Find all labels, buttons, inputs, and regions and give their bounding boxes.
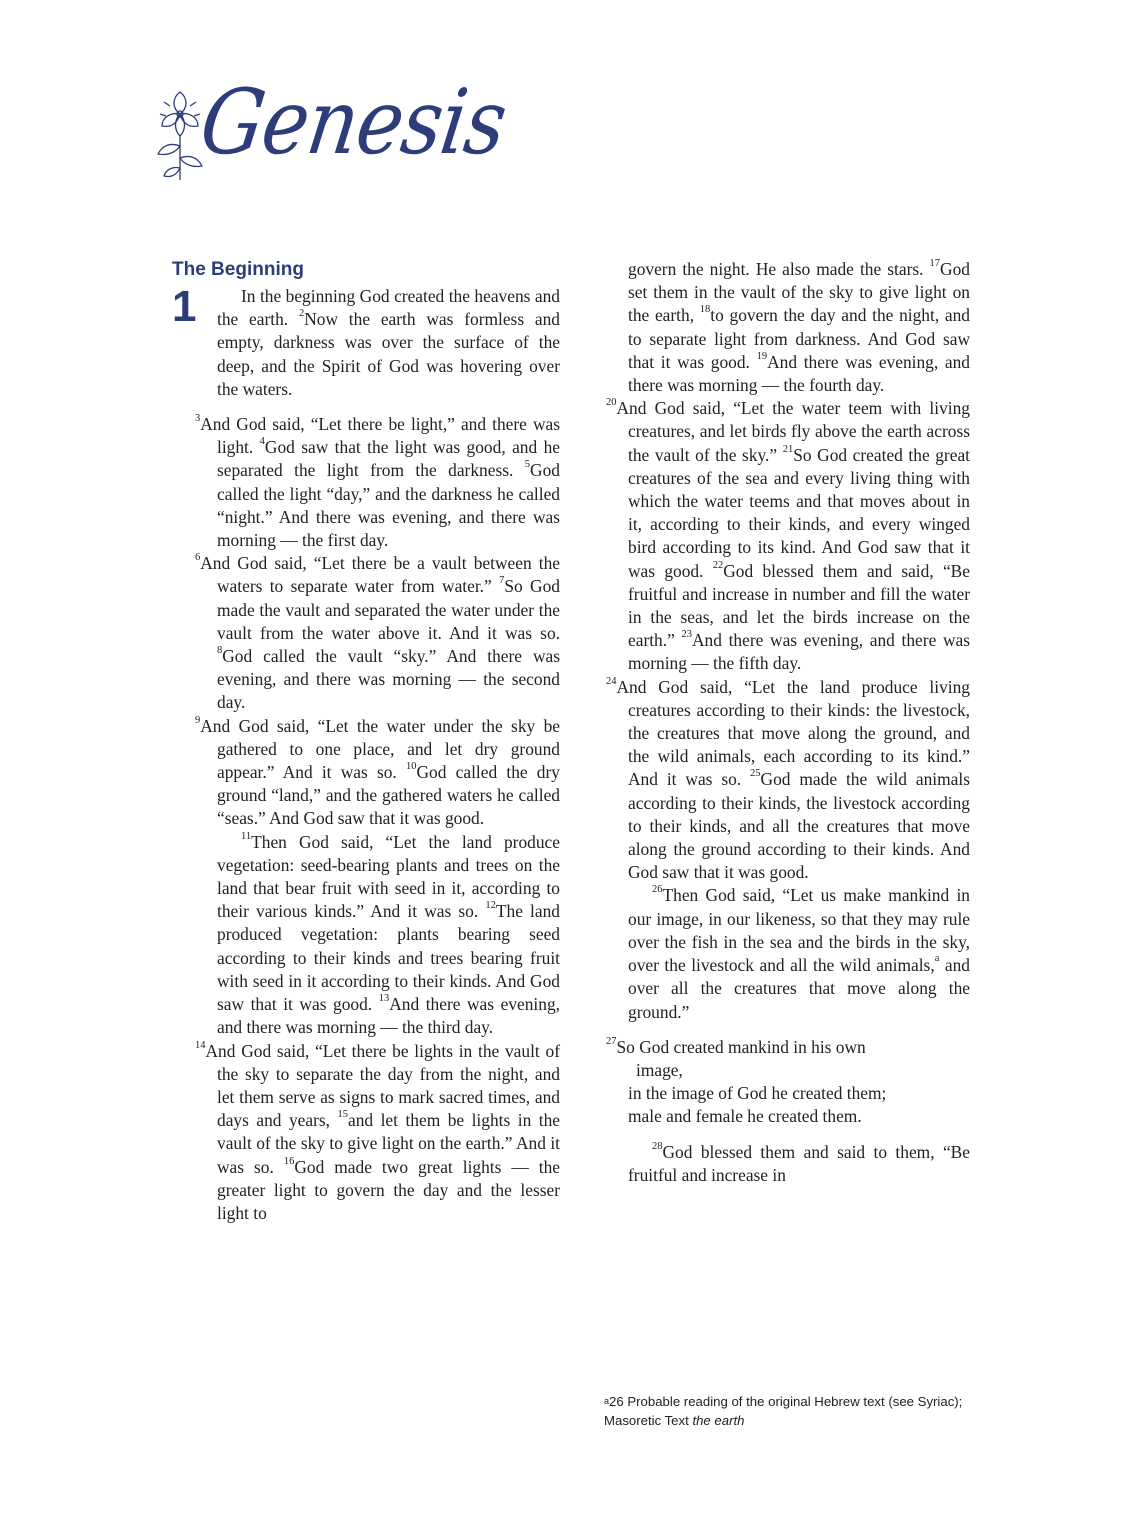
paragraph-verses-11-13: $^{11}$Then God said, “Let the land produce vegetation: seed-bearing plants and trees on the land that bear fruit with seed in it, according to their various kinds.” And it was so. $^{12}$The land produced vegetation: plants bearing seed according to their kinds and trees bearing fruit with seed in it according to their kinds. And God saw that it was good. $^{13}$And there was evening, and there was morning — the third day. [217, 830, 561, 1038]
footnote: $^a$26 Probable reading of the original Hebrew text (see Syriac); Masoretic Text the earth [604, 1394, 963, 1428]
paragraph-verse-28: $^{28}$God blessed them and said to them, “Be fruitful and increase in [628, 1140, 970, 1185]
paragraph-verses-14-16: $^{14}$And God said, “Let there be lights in the vault of the sky to separate the day from the night, and let them serve as signs to mark sacred times, and days and years, $^{15}$and let them be lights in the vault of the sky to give light on the earth.” And it was so. $^{16}$God made two great lights — the greater light to govern the day and the lesser light to [195, 1039, 561, 1223]
verse-1-2: In the beginning God created the heavens and the earth. $^2$Now the earth was formless and empty, darkness was over the surface of the deep, and the Spirit of God was hovering over the waters. [217, 286, 560, 399]
poetry-line-3: male and female he created them. [628, 1106, 862, 1127]
paragraph-verses-16-19: govern the night. He also made the stars. $^{17}$God set them in the vault of the sky to give light on the earth, $^{18}$to govern the day and the night, and to separate light from darkness. And God saw that it was good. $^{19}$And there was evening, and there was morning — the fourth day. [628, 258, 971, 396]
paragraph-verses-3-5: $^3$And God said, “Let there be light,” and there was light. $^4$God saw that the light was good, and he separated the light from the darkness. $^5$God called the light “day,” and the darkness he called “night.” And there was evening, and there was morning — the first day. [195, 413, 560, 551]
paragraph-verse-26: $^{26}$Then God said, “Let us make mankind in our image, in our likeness, so that they may rule over the fish in the sea and the birds in the sky, over the livestock and all the wild animals,$^a$ and over all the creatures that move along the ground.” [628, 884, 970, 1022]
paragraph-verses-24-25: $^{24}$And God said, “Let the land produce living creatures according to their kinds: the livestock, the creatures that move along the ground, and the wild animals, each according to its kind.” And it was so. $^{25}$God made the wild animals according to their kinds, the livestock according to their kinds, and all the creatures that move along the ground according to their kinds. And God saw that it was good. [606, 675, 970, 883]
right-column [584, 258, 970, 1187]
chapter-1-opening [172, 282, 560, 401]
book-title: Genesis [194, 71, 512, 175]
left-column [172, 258, 560, 1225]
chapter-number: 1 [172, 282, 197, 331]
paragraph-verses-20-23: $^{20}$And God said, “Let the water teem with living creatures, and let birds fly above the earth across the vault of the sky.” $^{21}$So God created the great creatures of the sea and every living thing with which the water teems and that moves about in it, according to their kinds, and every winged bird according to its kind. And God saw that it was good. $^{22}$God blessed them and said, “Be fruitful and increase in number and fill the water in the seas, and let the birds increase on the earth.” $^{23}$And there was evening, and there was morning — the fifth day. [606, 397, 970, 674]
section-heading: The Beginning [172, 259, 304, 280]
book-title-block [150, 71, 512, 198]
poetry-verse-27: $^{27}$So God created mankind in his own image, [606, 1035, 866, 1080]
footnote-marker[interactable]: a [934, 953, 940, 965]
poetry-line-2: in the image of God he created them; [628, 1083, 887, 1104]
paragraph-verses-9-10: $^9$And God said, “Let the water under the sky be gathered to one place, and let dry ground appear.” And it was so. $^{10}$God called the dry ground “land,” and the gathered waters he called “seas.” And God saw that it was good. [195, 714, 560, 829]
paragraph-verses-6-8: $^6$And God said, “Let there be a vault between the waters to separate water from water.” $^7$So God made the vault and separated the water under the vault from the water above it. And it was so. $^8$God called the vault “sky.” And there was evening, and there was morning — the second day. [195, 552, 560, 713]
